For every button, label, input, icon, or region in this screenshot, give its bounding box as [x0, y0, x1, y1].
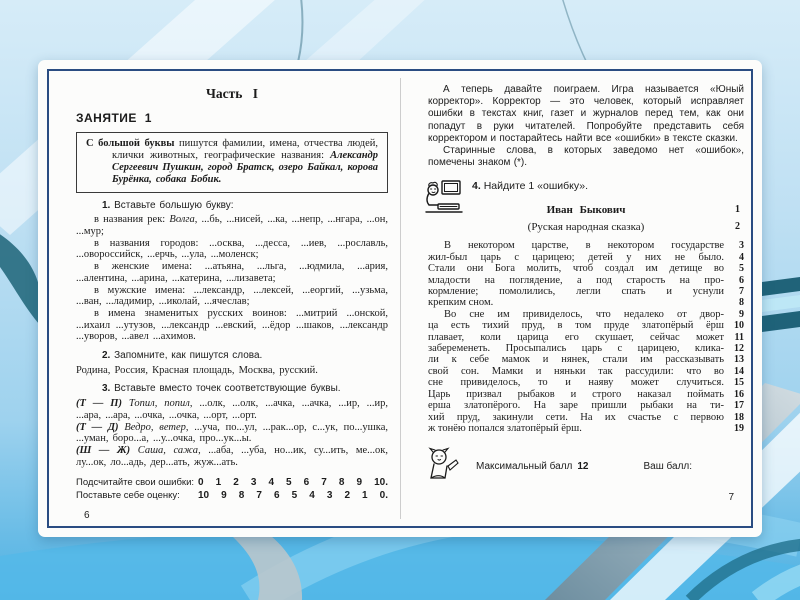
score-number: 9 [356, 477, 363, 489]
story-line-text: Стали они Бога молить, чтоб создал им детище во [428, 263, 724, 275]
story-line-number: 18 [734, 411, 744, 423]
story-subtitle: (Руская народная сказка) [527, 221, 645, 234]
story-line-number: 6 [739, 274, 744, 286]
story-line [428, 377, 744, 388]
story-line [428, 332, 744, 343]
score-number: 9 [221, 490, 227, 502]
text-segment: Родина, Россия, Красная площадь, Москва, русский. [76, 364, 318, 376]
score-number: 7 [256, 490, 262, 502]
exercise-heading [76, 200, 388, 212]
text-segment: , ...аба, ...уба, но...ик, су...ить, ме...ок, лу...ок, ло...адь, дер...ать, жуж...ать. [76, 444, 388, 468]
lesson-title: ЗАНЯТИЕ 1 [76, 111, 152, 125]
story-line-number: 5 [739, 263, 744, 275]
score-number: 3 [250, 477, 257, 489]
text-segment: (Т — Д) [76, 421, 125, 433]
score-number: 1 [215, 477, 222, 489]
text-segment: 1. [102, 199, 115, 211]
text-segment: (Ш — Ж) [76, 444, 138, 456]
score-row-label: Поставьте себе оценку: [76, 490, 180, 502]
text-segment: пишутся фамилии, имена, отчества людей, клички животных, географические названия: [112, 138, 378, 161]
exercise-paragraph [76, 261, 388, 284]
story-line-text: хий пруд, закинули сети. На их счастье с первою [428, 411, 724, 423]
text-segment: в женские имена: ...атьяна, ...льга, ...юдмила, ...ария, ...алентина, ...арина, ...катерина, ...лизавета; [76, 261, 388, 284]
story-line-text: Во сне им привиделось, что недалеко от двор- [444, 308, 724, 320]
story-line [428, 354, 744, 365]
story-line [428, 343, 744, 354]
story-line-number: 19 [734, 422, 744, 434]
story-line-text: жил-был царь с царицею; детей у них не было. [428, 251, 724, 263]
exercise-paragraph [76, 285, 388, 308]
text-segment: , ...уча, по...ул, ...рак...ор, с...ук, по...ушка, ...уман, боро...а, ...у...очка, про...ук...ы. [76, 421, 388, 445]
text-segment: 2. [102, 350, 115, 362]
score-number: 1 [362, 490, 368, 502]
text-segment: в названия городов: ...осква, ...десса, ...иев, ...рославль, ...овороссийск, ...ерчь, ...ула, ...моленск; [76, 237, 388, 261]
exercise-paragraph [76, 214, 388, 237]
story-line [428, 286, 744, 297]
score-numbers [198, 477, 388, 488]
score-row-label: Подсчитайте свои ошибки: [76, 477, 195, 489]
story-line-text: В некотором царстве, в некотором государстве [444, 240, 724, 252]
story-line-text: младости на поглядение, а под старость на про- [428, 274, 724, 286]
story-subtitle-line-number: 2 [735, 221, 740, 233]
story-title: Иван Быкович [546, 204, 626, 217]
story-line-text: ли к себе мамок и нянек, стали им рассказывать [428, 354, 724, 366]
story-line [428, 412, 744, 423]
story-line-number: 14 [734, 365, 744, 377]
task-4-text: Найдите 1 «ошибку». [483, 180, 588, 193]
score-number: 6 [303, 477, 310, 489]
text-segment: Топил, попил [128, 398, 190, 410]
max-score-label: Максимальный балл [476, 460, 573, 472]
text-segment: в мужские имена: ...лександр, ...лексей, ...еоргий, ...узьма, ...ван, ...ладимир, ...иколай, ...ячеслав; [76, 284, 388, 308]
story-line [428, 366, 744, 377]
score-rows [76, 477, 388, 501]
story-line-number: 17 [734, 400, 744, 412]
score-number: 8 [338, 477, 345, 489]
story-line-number: 10 [734, 320, 744, 332]
exercise-heading [76, 383, 388, 395]
part-title: Часть I [205, 86, 259, 101]
exercise-paragraph [76, 308, 388, 343]
score-number: 6 [274, 490, 280, 502]
text-segment: Волга [169, 214, 195, 226]
left-page [50, 72, 400, 525]
story-subtitle-row [428, 221, 744, 233]
story-line-number: 3 [739, 240, 744, 252]
left-page-number: 6 [84, 510, 90, 522]
exercise-paragraph [76, 445, 388, 468]
story-line [428, 389, 744, 400]
story-line-text: свой сон. Мамки и няньки так рассудили: что во [428, 365, 724, 377]
text-segment: Саша, сажа [137, 444, 199, 456]
text-segment: С большой буквы [86, 138, 180, 149]
text-segment: Ведро, ветер [124, 421, 186, 433]
story-line [428, 275, 744, 286]
right-page-number: 7 [728, 492, 734, 504]
story-line [428, 309, 744, 320]
score-number: 10. [374, 477, 388, 489]
rule-box-text [86, 138, 378, 186]
score-numbers [198, 490, 388, 501]
score-number: 8 [238, 490, 245, 502]
max-score-value: 12 [577, 460, 589, 472]
score-row [76, 490, 388, 501]
story-line [428, 297, 744, 308]
score-number: 4 [268, 477, 274, 489]
story-line-text: ца есть тихий пруд, в том пруде златопёрый ёрш [428, 320, 724, 332]
your-score-label: Ваш балл: [643, 460, 693, 472]
text-segment: (Т — П) [76, 398, 129, 410]
text-segment: Вставьте вместо точек соответствующие буквы. [114, 383, 341, 395]
exercise-heading [76, 350, 388, 362]
story-line-number: 15 [734, 377, 744, 389]
story-line-text: Царь призвал рыбаков и строго наказал поймать [428, 388, 724, 400]
story-line-text: забеременеть. Просыпа́лись царь с царицею, клика- [428, 343, 724, 355]
score-number: 4 [309, 490, 315, 502]
text-segment: 3. [102, 383, 115, 395]
story-line-number: 11 [734, 331, 744, 343]
story-title-line-number: 1 [735, 204, 740, 216]
story-line-number: 12 [734, 343, 744, 355]
text-segment: Вставьте большую букву: [114, 199, 234, 211]
story-line-text: ерша златопёрого. На заре пришли рыбаки на ти- [428, 400, 724, 412]
exercise-paragraph [76, 238, 388, 261]
story-line [428, 263, 744, 274]
task-4-block [428, 178, 744, 202]
score-number: 0 [198, 477, 204, 489]
exercise-paragraph [76, 422, 388, 445]
story-line-number: 16 [734, 388, 744, 400]
story-line-number: 9 [739, 308, 744, 320]
story-line [428, 423, 744, 434]
exercise-blocks [76, 200, 388, 469]
story-line-number: 4 [739, 251, 744, 263]
story-line-number: 13 [734, 354, 744, 366]
story-line-number: 8 [739, 297, 744, 309]
intro-paragraph: А теперь давайте поиграем. Игра называется «Юный корректор». Корректор — это человек, который исправляет ошибки в текстах книг, газет и журналов перед тем, как они попадут в руки читателей. Попробуйте представить себя корректором и постарайтесь найти все «ошибки» в тексте сказки. [428, 84, 744, 144]
intro-paragraph: Старинные слова, в которых заведомо нет «ошибок», помечены знаком (*). [428, 145, 744, 169]
score-number: 7 [321, 477, 327, 489]
story-line [428, 400, 744, 411]
exercise-paragraph [76, 365, 388, 377]
score-number: 2 [344, 490, 350, 502]
book-spread-panel [38, 60, 762, 537]
story-line-number: 7 [739, 286, 744, 298]
score-number: 5 [291, 490, 298, 502]
score-number: 2 [233, 477, 239, 489]
text-segment: Запомните, как пишутся слова. [114, 350, 263, 362]
story-line [428, 240, 744, 251]
intro [428, 84, 744, 169]
text-segment: Александр Сергеевич Пушкин, город Братск, озеро Байкал, корова Бурёнка, собака Бобик. [112, 149, 378, 185]
rule-box [76, 132, 388, 193]
story-line-text: ж тонёю попался златопёрый ёрш. [428, 422, 582, 434]
score-number: 0. [379, 490, 388, 502]
score-row [76, 477, 388, 488]
text-segment: в названия рек: [94, 214, 170, 226]
score-footer [428, 446, 744, 486]
task-4-number: 4. [472, 180, 481, 193]
task-4-heading [472, 178, 744, 192]
text-segment: в имена знаменитых русских воинов: ...митрий ...онской, ...ихаил ...утузов, ...лександр ...евский, ...ёдор ...шаков, ...лександр ...уворов, ...авел ...ахимов. [76, 307, 388, 343]
text-segment: , ...олк, ...олк, ...ачка, ...ачка, ...ир, ...ир, ...ара, ...ара, ...очка, ...очка, ...орт, ...орт. [76, 398, 389, 421]
story-text [428, 240, 744, 434]
text-segment: , ...бь, ...нисей, ...ка, ...непр, ...нгара, ...он, ...мур; [76, 214, 388, 238]
score-number: 10 [198, 490, 210, 502]
story-line [428, 252, 744, 263]
score-number: 5 [286, 477, 292, 489]
story-line-text: кормление; помолились, легли спать и уснули [428, 286, 724, 298]
story-title-row [428, 204, 744, 216]
story-line-text: сне привиделось, то и наяву может случиться. [428, 377, 724, 389]
score-number: 3 [326, 490, 333, 502]
story-line-text: плавает, коли царица его скушает, сейчас может [428, 331, 724, 343]
exercise-paragraph [76, 398, 388, 421]
story-line-text: крепким сном. [428, 297, 494, 309]
right-page [400, 72, 750, 525]
story-line [428, 320, 744, 331]
writing-animal-icon [426, 446, 466, 486]
